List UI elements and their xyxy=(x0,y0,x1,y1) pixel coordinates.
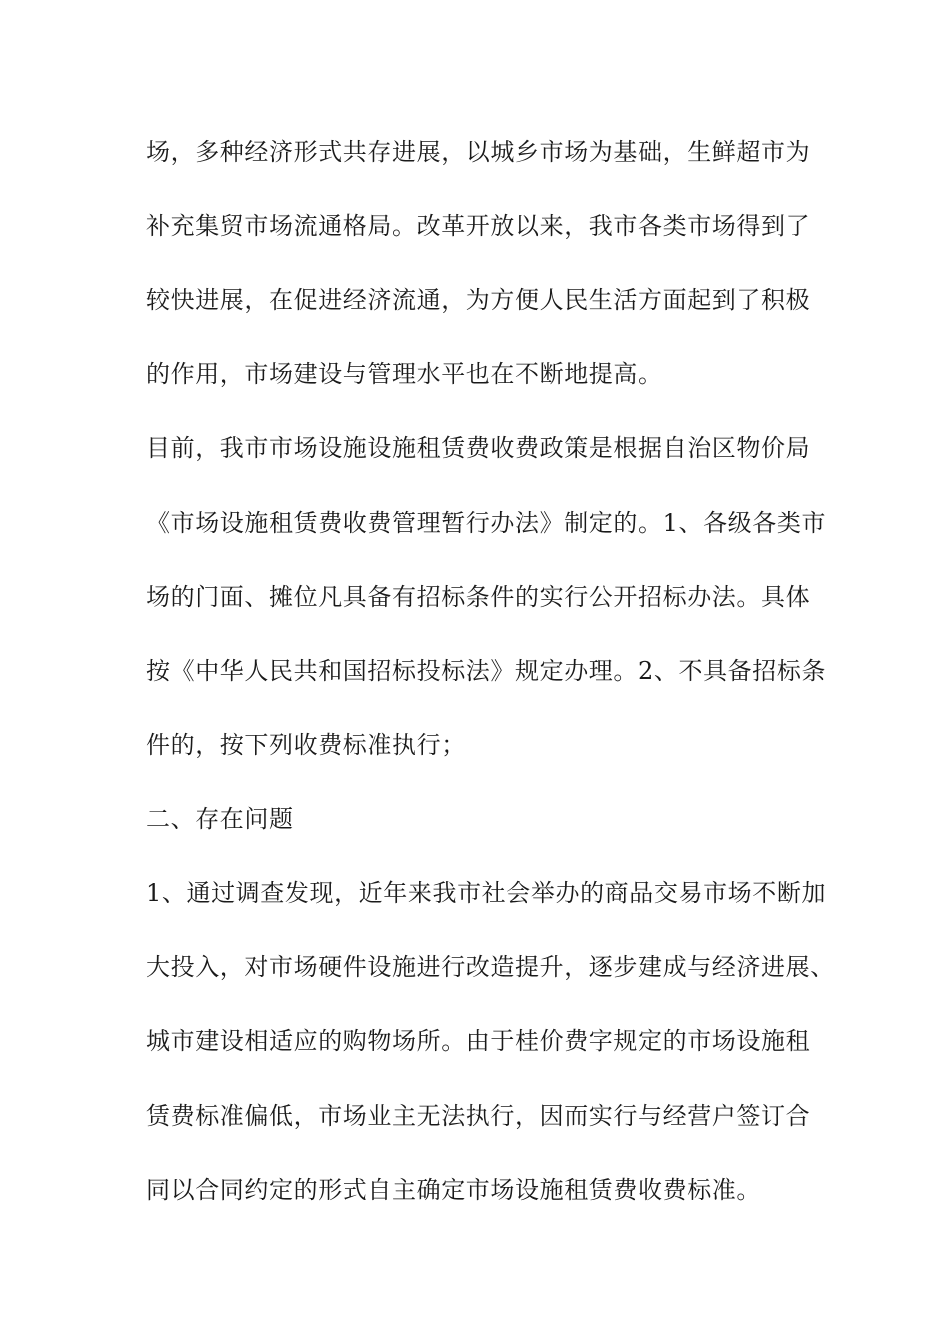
paragraph-line: 补充集贸市场流通格局。改革开放以来，我市各类市场得到了 xyxy=(146,212,811,240)
paragraph-line: 目前，我市市场设施设施租赁费收费政策是根据自治区物价局 xyxy=(146,434,811,462)
paragraph-line: 按《中华人民共和国招标投标法》规定办理。2、不具备招标条 xyxy=(146,657,827,685)
paragraph-line: 赁费标准偏低，市场业主无法执行，因而实行与经营户签订合 xyxy=(146,1102,811,1130)
paragraph-line: 的作用，市场建设与管理水平也在不断地提高。 xyxy=(146,360,663,388)
paragraph-line: 《市场设施租赁费收费管理暂行办法》制定的。1、各级各类市 xyxy=(146,509,827,537)
paragraph-line: 同以合同约定的形式自主确定市场设施租赁费收费标准。 xyxy=(146,1176,761,1204)
paragraph-line: 场的门面、摊位凡具备有招标条件的实行公开招标办法。具体 xyxy=(146,583,811,611)
paragraph-line: 大投入，对市场硬件设施进行改造提升，逐步建成与经济进展、 xyxy=(146,953,835,981)
paragraph-line: 场，多种经济形式共存进展，以城乡市场为基础，生鲜超市为 xyxy=(146,138,811,166)
paragraph-line: 件的，按下列收费标准执行； xyxy=(146,731,466,759)
paragraph-line: 较快进展，在促进经济流通，为方便人民生活方面起到了积极 xyxy=(146,286,811,314)
paragraph-line: 城市建设相适应的购物场所。由于桂价费字规定的市场设施租 xyxy=(146,1027,811,1055)
paragraph-line: 1、通过调查发现，近年来我市社会举办的商品交易市场不断加 xyxy=(146,879,827,907)
section-heading: 二、存在问题 xyxy=(146,805,294,833)
